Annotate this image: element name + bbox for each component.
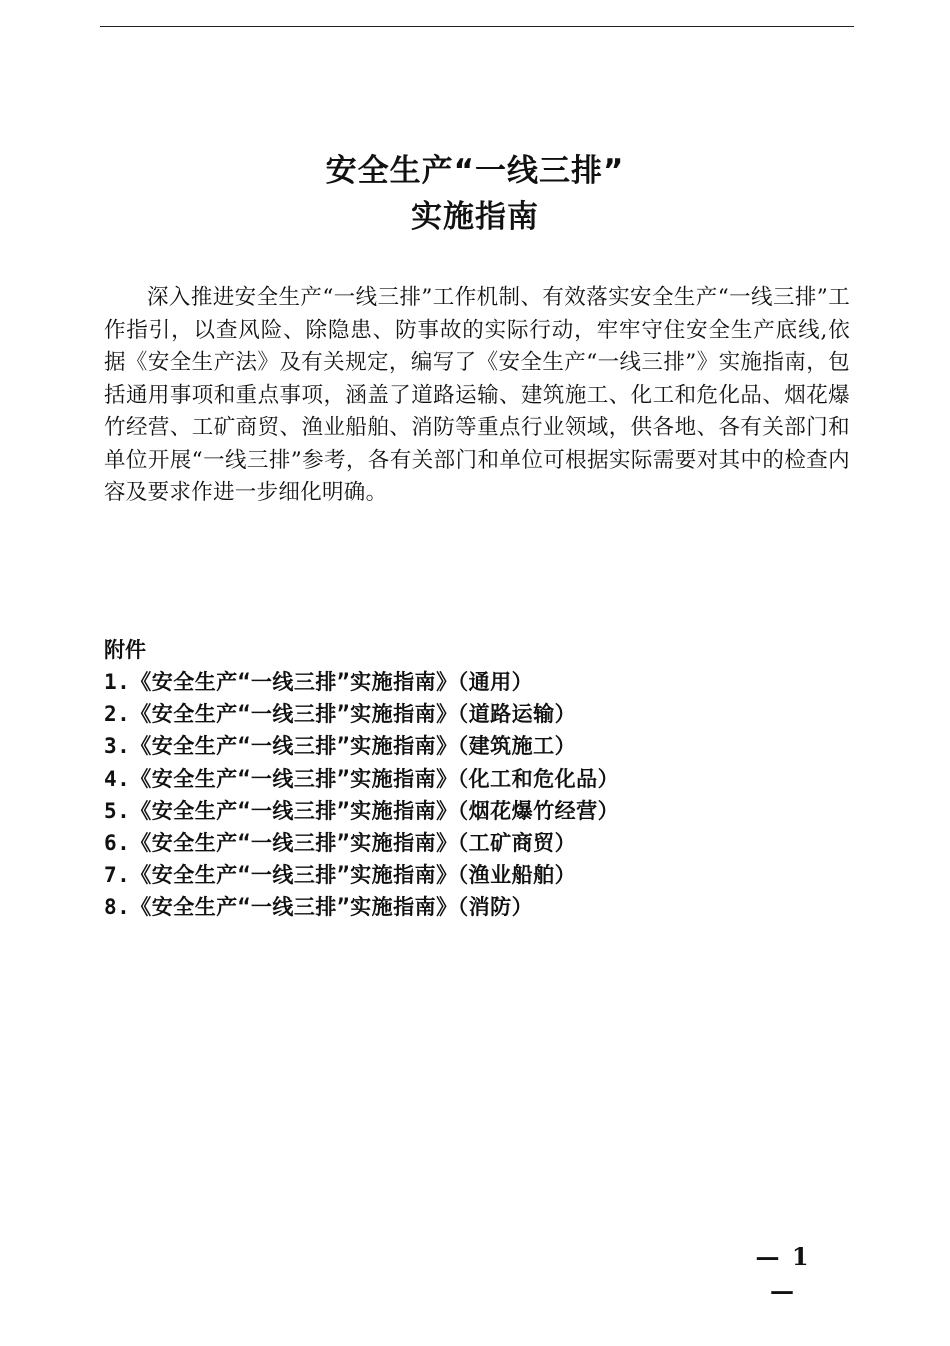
title-line-2: 实施指南 bbox=[411, 199, 539, 235]
document-title bbox=[0, 148, 950, 240]
attachment-item-5: 5.《安全生产“一线三排”实施指南》（烟花爆竹经营） bbox=[104, 798, 620, 823]
attachment-item-1: 1.《安全生产“一线三排”实施指南》（通用） bbox=[104, 670, 534, 694]
attachment-item-2: 2.《安全生产“一线三排”实施指南》（道路运输） bbox=[104, 702, 577, 727]
page-number: — 1 — bbox=[755, 1242, 811, 1305]
attachments-heading: 附件 bbox=[104, 638, 146, 662]
attachment-item-8: 8.《安全生产“一线三排”实施指南》（消防） bbox=[104, 895, 534, 920]
attachment-item-3: 3.《安全生产“一线三排”实施指南》（建筑施工） bbox=[104, 734, 577, 759]
attachments-section bbox=[104, 634, 850, 924]
attachment-item-4: 4.《安全生产“一线三排”实施指南》（化工和危化品） bbox=[104, 766, 620, 791]
intro-paragraph: 深入推进安全生产“一线三排”工作机制、有效落实安全生产“一线三排”工作指引，以查风险、除隐患、防事故的实际行动，牢牢守住安全生产底线,依据《安全生产法》及有关规定，编写了《安全生产“一线三排”》实施指南，包括通用事项和重点事项，涵盖了道路运输、建筑施工、化工和危化品、烟花爆竹经营、工矿商贸、渔业船舶、消防等重点行业领域，供各地、各有关部门和单位开展“一线三排”参考，各有关部门和单位可根据实际需要对其中的检查内容及要求作进一步细化明确。 bbox=[104, 285, 850, 505]
header-rule bbox=[100, 26, 854, 27]
attachments-list bbox=[104, 666, 850, 924]
attachment-item-7: 7.《安全生产“一线三排”实施指南》（渔业船舶） bbox=[104, 863, 577, 888]
attachment-item-6: 6.《安全生产“一线三排”实施指南》（工矿商贸） bbox=[104, 831, 577, 856]
title-line-1: 安全生产“一线三排” bbox=[325, 153, 625, 189]
